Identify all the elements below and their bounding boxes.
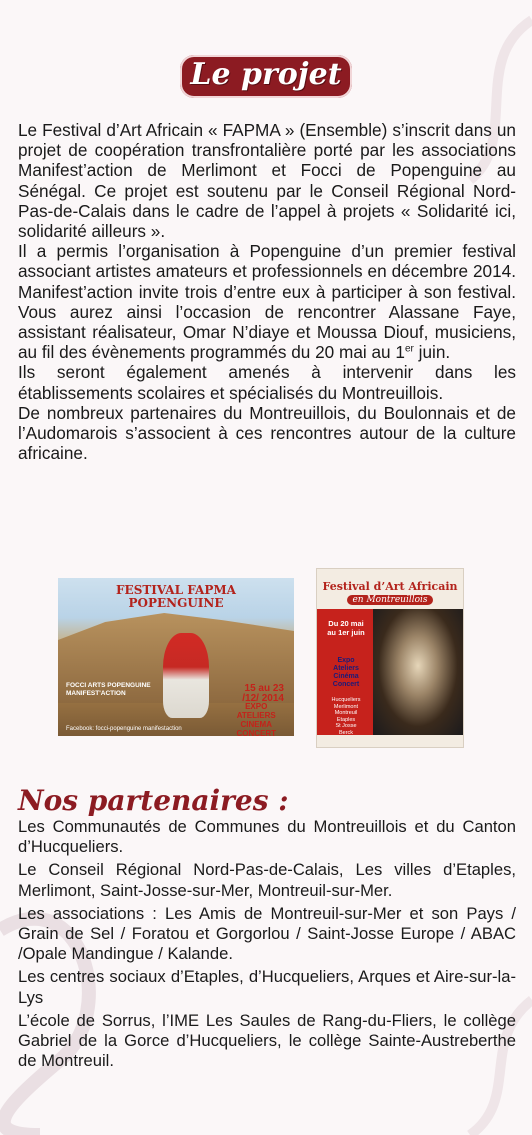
poster-mask-image: [373, 609, 463, 735]
partner-item: Le Conseil Régional Nord-Pas-de-Calais, Les villes d’Etaples, Merlimont, Saint-Josse-sur-Mer, Montreuil-sur-Mer.: [18, 860, 516, 900]
poster-date: Du 20 mai au 1er juin: [327, 619, 365, 637]
project-description: [18, 120, 516, 463]
poster-towns: Hucqueliers Merlimont Montreuil Etaples St Josse Berck: [331, 697, 361, 736]
project-paragraph-2: Il a permis l’organisation à Popenguine d’un premier festival associant artistes amateurs et professionnels en décembre 2014. Manifest’action invite trois d’entre eux à participer à son festival. Vous aurez ainsi l’occasion de rencontrer Alassane Faye, assistant réalisateur, Omar N’diaye et Moussa Diouf, musiciens, au fil des évènements programmés du 20 mai au 1er juin.: [18, 241, 516, 363]
partner-item: L’école de Sorrus, l’IME Les Saules de Rang-du-Fliers, le collège Gabriel de la Gorce d’Hucqueliers, le collège Sainte-Austreberthe de Montreuil.: [18, 1010, 516, 1071]
partners-heading: Nos partenaires :: [18, 784, 289, 817]
festival-popenguine-photo: [58, 578, 294, 736]
photo-events: EXPO ATELIERS CINEMA CONCERT: [236, 702, 276, 736]
partner-item: Les Communautés de Communes du Montreuillois et du Canton d’Hucqueliers.: [18, 817, 516, 857]
project-paragraph-1: Le Festival d’Art Africain « FAPMA » (Ensemble) s’inscrit dans un projet de coopération transfrontalière porté par les associations Manifest’action de Merlimont et Focci de Popenguine au Sénégal. Ce projet est soutenu par le Conseil Régional Nord-Pas-de-Calais dans le cadre de l’appel à projets « Solidarité ici, solidarité ailleurs ».: [18, 120, 516, 242]
partners-list: [18, 817, 516, 1074]
page-title: Le projet: [180, 55, 351, 98]
festival-poster: [316, 568, 464, 748]
partner-item: Les associations : Les Amis de Montreuil-sur-Mer et son Pays / Grain de Sel / Foratou et Gorgorlou / Saint-Josse Europe / ABAC /Opale Mandingue / Kalande.: [18, 903, 516, 964]
partner-item: Les centres sociaux d’Etaples, d’Hucqueliers, Arques et Aire-sur-la-Lys: [18, 967, 516, 1007]
poster-title: Festival d’Art Africain: [322, 580, 458, 593]
photo-organizers: FOCCI ARTS POPENGUINE MANIFEST'ACTION: [66, 682, 151, 697]
photo-date: 15 au 23 /12/ 2014: [242, 683, 284, 704]
title-area: [0, 55, 532, 98]
project-paragraph-3: Ils seront également amenés à intervenir dans les établissements scolaires et spécialisés du Montreuillois.: [18, 362, 516, 403]
poster-events: Expo Ateliers Cinéma Concert: [332, 657, 360, 688]
photo-title: FESTIVAL FAPMA POPENGUINE: [116, 583, 236, 610]
photo-facebook: Facebook: focci-popenguine manifestaction: [66, 726, 182, 732]
poster-subtitle: en Montreuillois: [317, 595, 463, 605]
project-paragraph-4: De nombreux partenaires du Montreuillois, du Boulonnais et de l’Audomarois s’associent à ces rencontres autour de la culture africaine.: [18, 402, 516, 464]
mask-sculpture-graphic: [163, 633, 209, 718]
